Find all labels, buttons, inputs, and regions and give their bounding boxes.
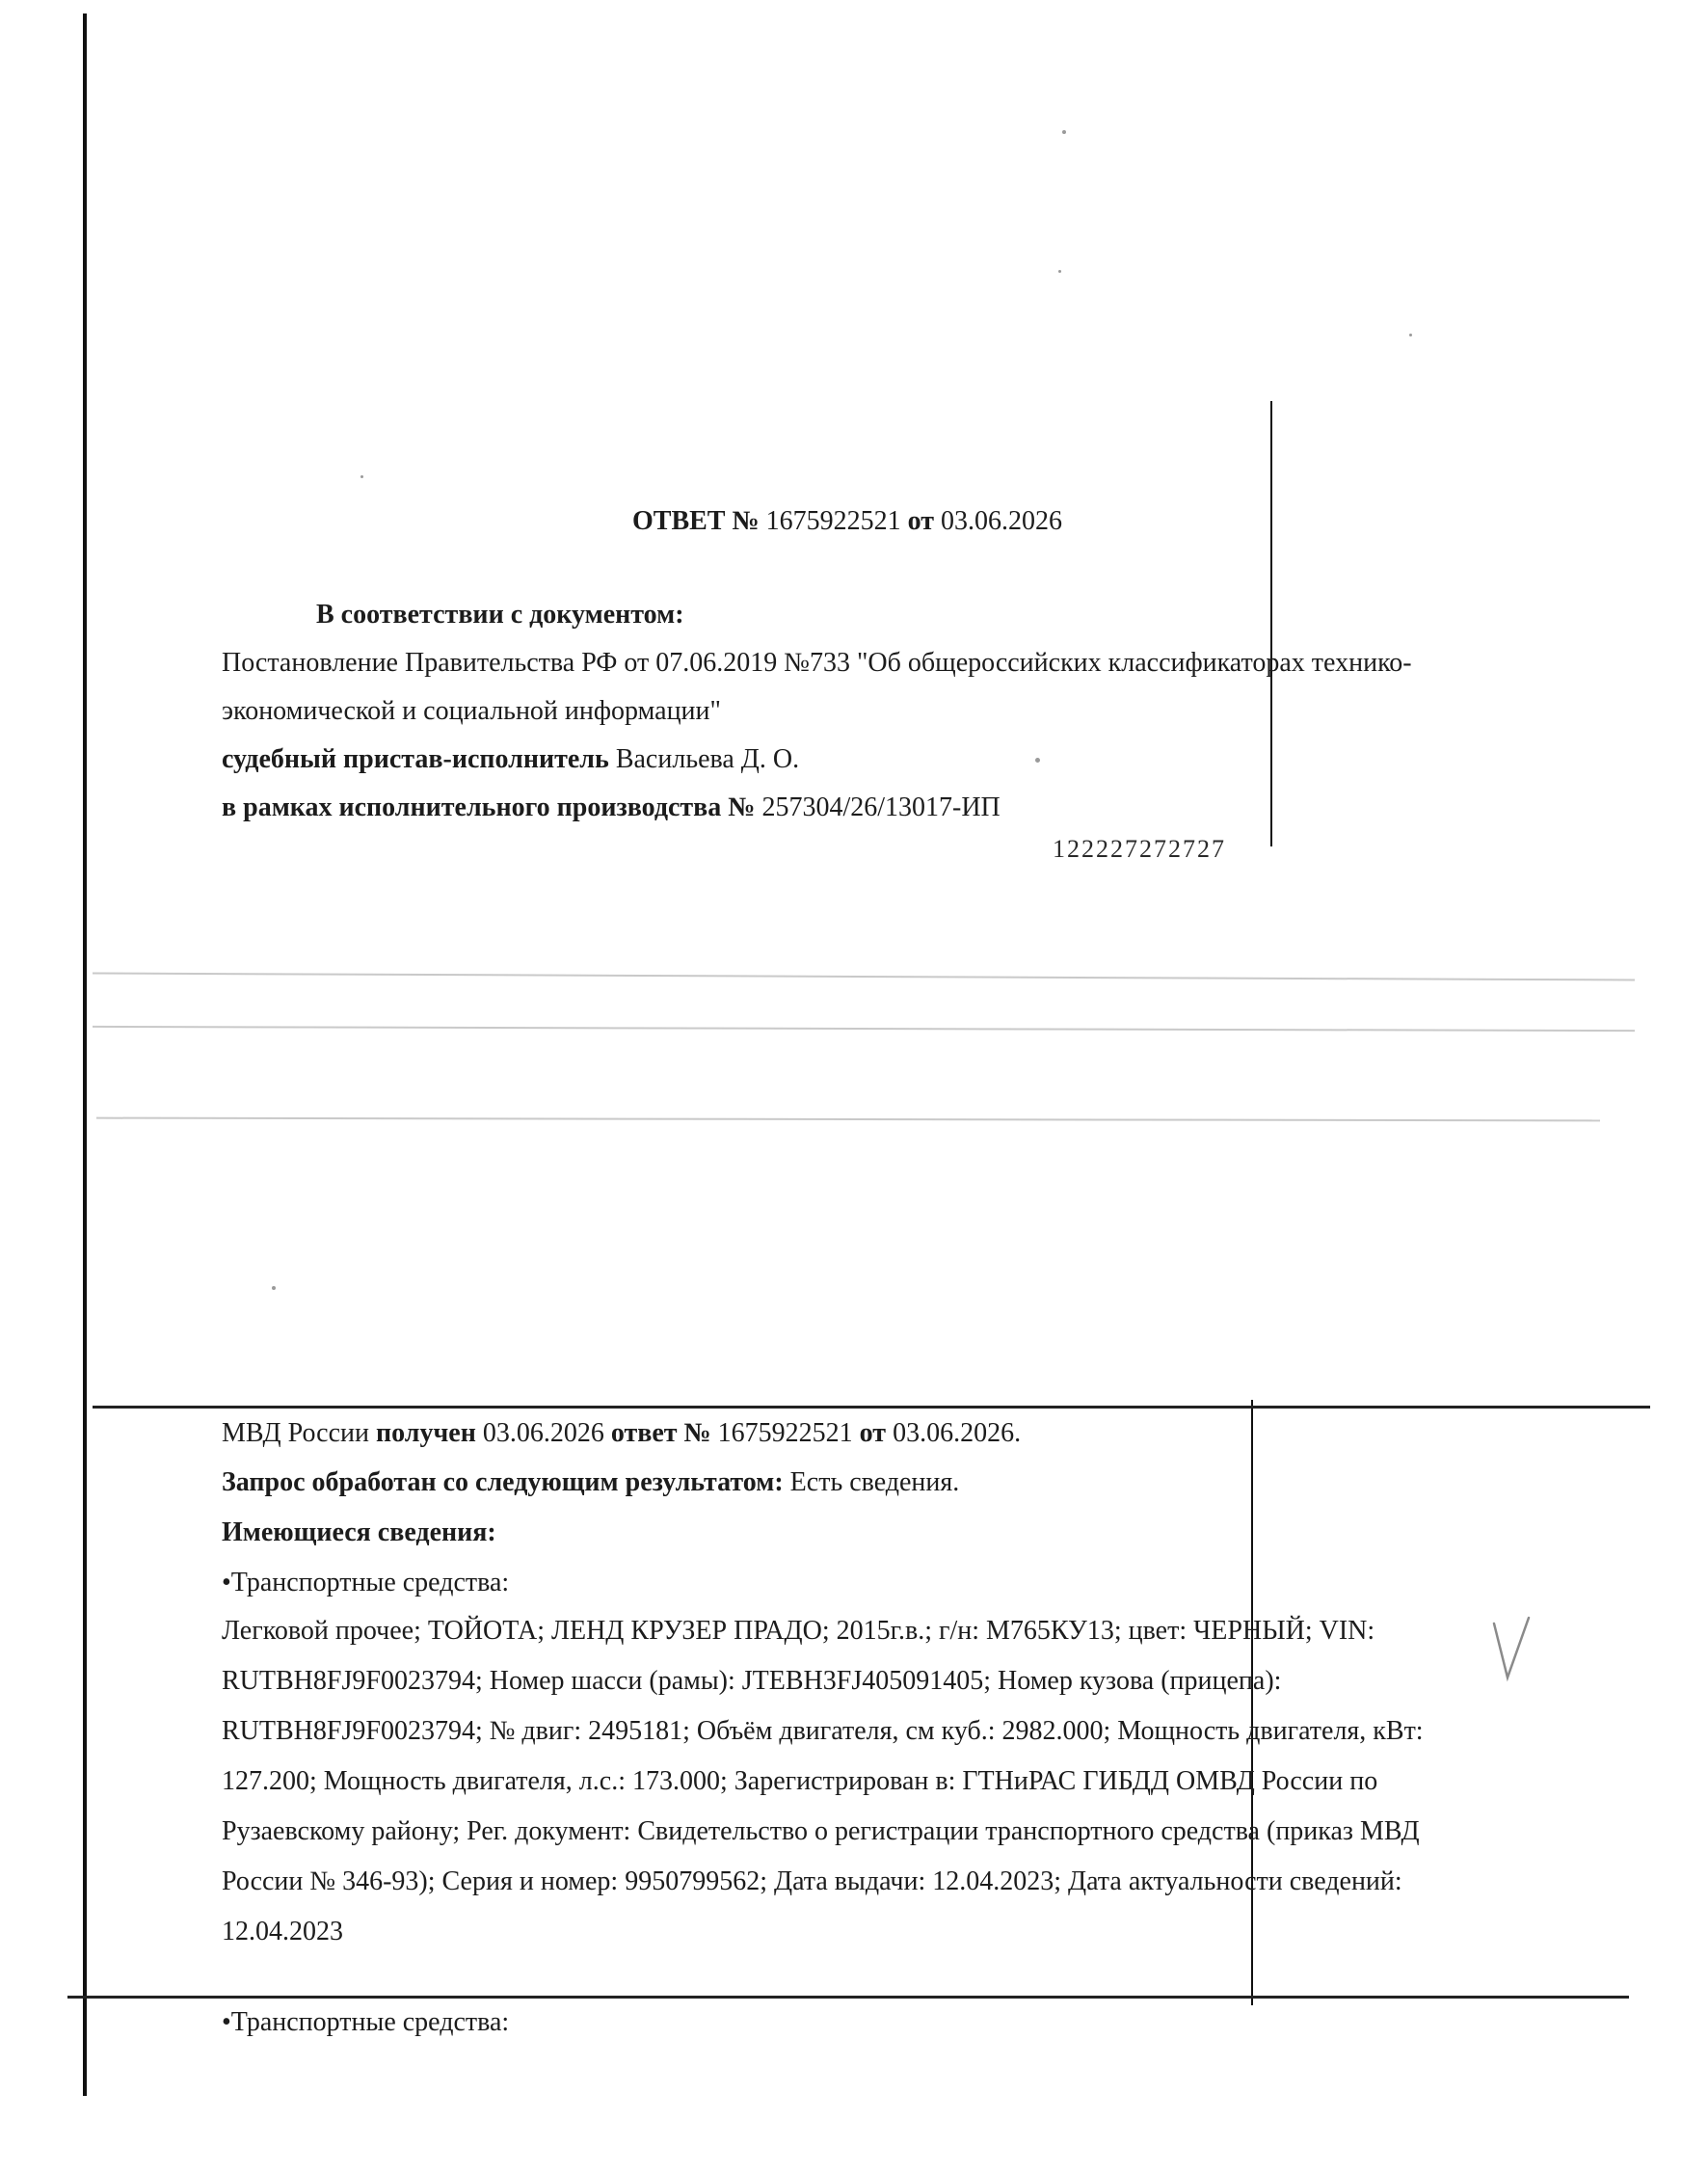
result-label: Запрос обработан со следующим результатом: [222, 1467, 784, 1497]
vehicle-details-line: Легковой прочее; ТОЙОТА; ЛЕНД КРУЗЕР ПРАДО; 2015г.в.; г/н: М765КУ13; цвет: ЧЕРНЫЙ; VIN: [222, 1616, 1375, 1646]
upper-fold-rule [1270, 401, 1272, 846]
agency: МВД России [222, 1418, 370, 1448]
basis-heading: В соответствии с документом: [316, 600, 684, 630]
scan-speck [1058, 270, 1061, 273]
vehicle-details-line: России № 346-93); Серия и номер: 9950799562; Дата выдачи: 12.04.2023; Дата актуальности сведений: [222, 1866, 1402, 1896]
scan-speck [1409, 334, 1412, 336]
response-bottom-rule [67, 1996, 1629, 1999]
scan-speck [1035, 758, 1040, 763]
fold-line [96, 1117, 1600, 1122]
vehicle-details-line: 127.200; Мощность двигателя, л.с.: 173.000; Зарегистрирован в: ГТНиРАС ГИБДД ОМВД России по [222, 1766, 1378, 1796]
scan-speck [272, 1286, 276, 1290]
officer-line [222, 746, 799, 773]
lower-fold-rule [1251, 1400, 1253, 2005]
fold-line [93, 973, 1635, 981]
answer-number: 1675922521 [717, 1418, 853, 1448]
scan-speck [1062, 130, 1066, 134]
result-value: Есть сведения. [789, 1467, 960, 1497]
left-margin-rule [83, 13, 87, 2096]
info-label: Имеющиеся сведения: [222, 1517, 496, 1547]
response-number: 1675922521 [765, 506, 901, 536]
response-received-line [222, 1420, 1021, 1447]
answer-from-label: от [859, 1418, 887, 1448]
handwritten-check-mark [1490, 1612, 1538, 1689]
officer-name: Васильева Д. О. [615, 744, 800, 774]
proceeding-label: в рамках исполнительного производства № [222, 792, 756, 822]
response-title-label: ОТВЕТ № [632, 506, 760, 536]
response-date: 03.06.2026 [941, 506, 1063, 536]
response-from-label: от [907, 506, 935, 536]
scan-speck [360, 475, 363, 478]
vehicle-details-line: 12.04.2023 [222, 1917, 343, 1946]
vehicle-details-line: Рузаевскому району; Рег. документ: Свидетельство о регистрации транспортного средства (приказ МВД [222, 1816, 1420, 1846]
received-label: получен [376, 1418, 476, 1448]
officer-label: судебный пристав-исполнитель [222, 744, 609, 774]
result-line [222, 1469, 959, 1496]
proceeding-line [222, 794, 1001, 821]
section-title-vehicles-2: •Транспортные средства: [222, 2007, 510, 2037]
fold-line [93, 1026, 1635, 1032]
response-top-rule [93, 1406, 1650, 1409]
proceeding-number: 257304/26/13017-ИП [761, 792, 1001, 822]
received-date: 03.06.2026 [482, 1418, 604, 1448]
answer-label: ответ № [610, 1418, 711, 1448]
clipped-text-fragment: 122227272727 [1053, 835, 1226, 863]
basis-document-line-1: Постановление Правительства РФ от 07.06.2019 №733 "Об общероссийских классификаторах технико- [222, 648, 1412, 678]
answer-date: 03.06.2026. [893, 1418, 1022, 1448]
basis-document-line-2: экономической и социальной информации" [222, 696, 721, 726]
section-title-vehicles: •Транспортные средства: [222, 1568, 510, 1597]
vehicle-details-line: RUTBH8FJ9F0023794; Номер шасси (рамы): JTEBH3FJ405091405; Номер кузова (прицепа): [222, 1666, 1282, 1696]
vehicle-details-line: RUTBH8FJ9F0023794; № двиг: 2495181; Объём двигателя, см куб.: 2982.000; Мощность двигателя, кВт: [222, 1716, 1424, 1746]
response-title [632, 508, 1062, 535]
